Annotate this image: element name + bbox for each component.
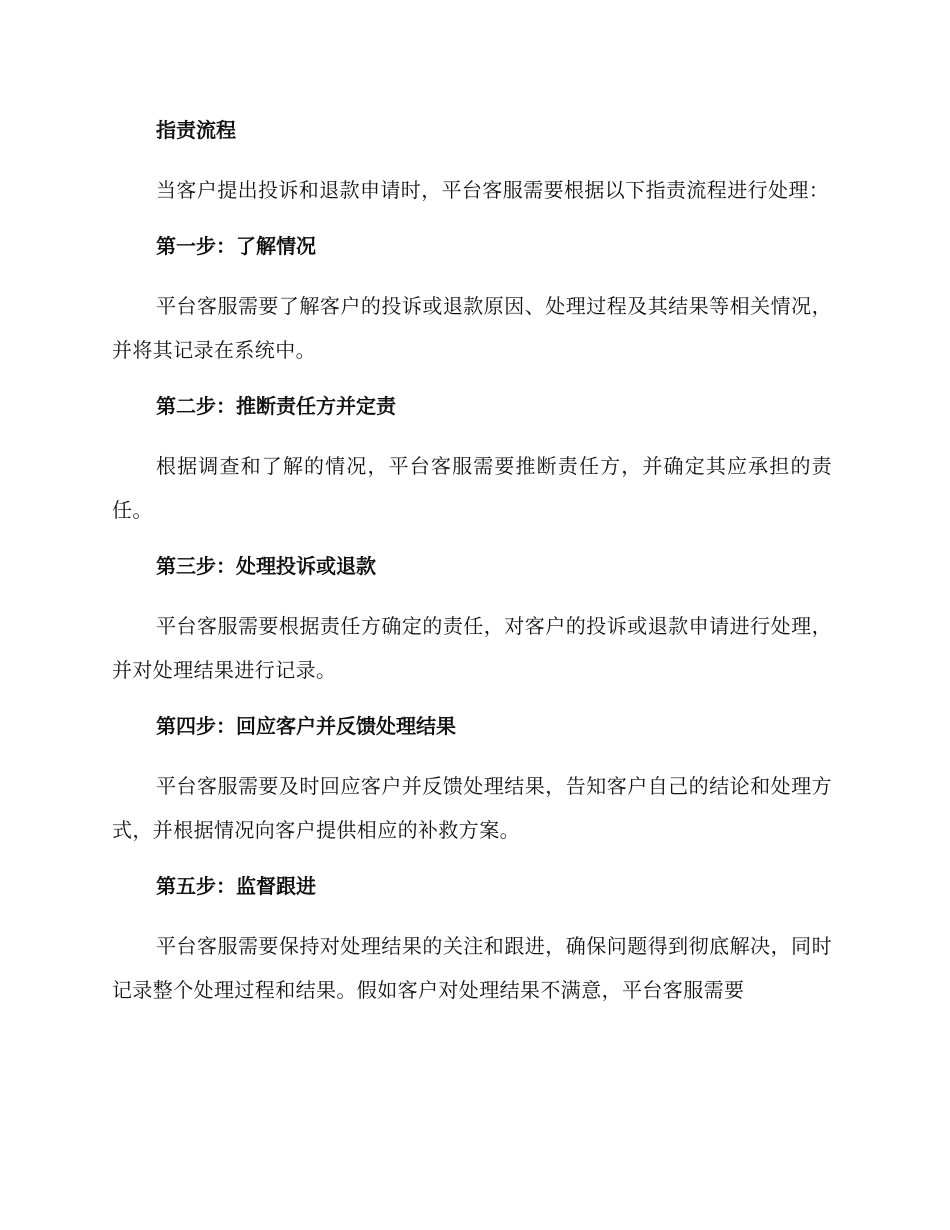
step-1-paragraph: 平台客服需要了解客户的投诉或退款原因、处理过程及其结果等相关情况，并将其记录在系统中。 bbox=[112, 294, 832, 362]
step-5-paragraph: 平台客服需要保持对处理结果的关注和跟进，确保问题得到彻底解决，同时记录整个处理过程和结果。假如客户对处理结果不满意，平台客服需要 bbox=[112, 934, 832, 1002]
step-4-heading: 第四步：回应客户并反馈处理结果 bbox=[156, 714, 456, 738]
step-1-heading: 第一步：了解情况 bbox=[156, 234, 316, 258]
step-5-heading: 第五步：监督跟进 bbox=[156, 874, 316, 898]
step-2-heading: 第二步：推断责任方并定责 bbox=[156, 394, 396, 418]
step-3-heading: 第三步：处理投诉或退款 bbox=[156, 554, 376, 578]
step-2-paragraph: 根据调查和了解的情况，平台客服需要推断责任方，并确定其应承担的责任。 bbox=[112, 454, 832, 522]
step-4-paragraph: 平台客服需要及时回应客户并反馈处理结果，告知客户自己的结论和处理方式，并根据情况向客户提供相应的补救方案。 bbox=[112, 774, 832, 842]
intro-paragraph: 当客户提出投诉和退款申请时，平台客服需要根据以下指责流程进行处理： bbox=[156, 178, 830, 202]
document-body bbox=[112, 110, 832, 1026]
section-title: 指责流程 bbox=[156, 118, 236, 142]
step-3-paragraph: 平台客服需要根据责任方确定的责任，对客户的投诉或退款申请进行处理，并对处理结果进行记录。 bbox=[112, 614, 832, 682]
